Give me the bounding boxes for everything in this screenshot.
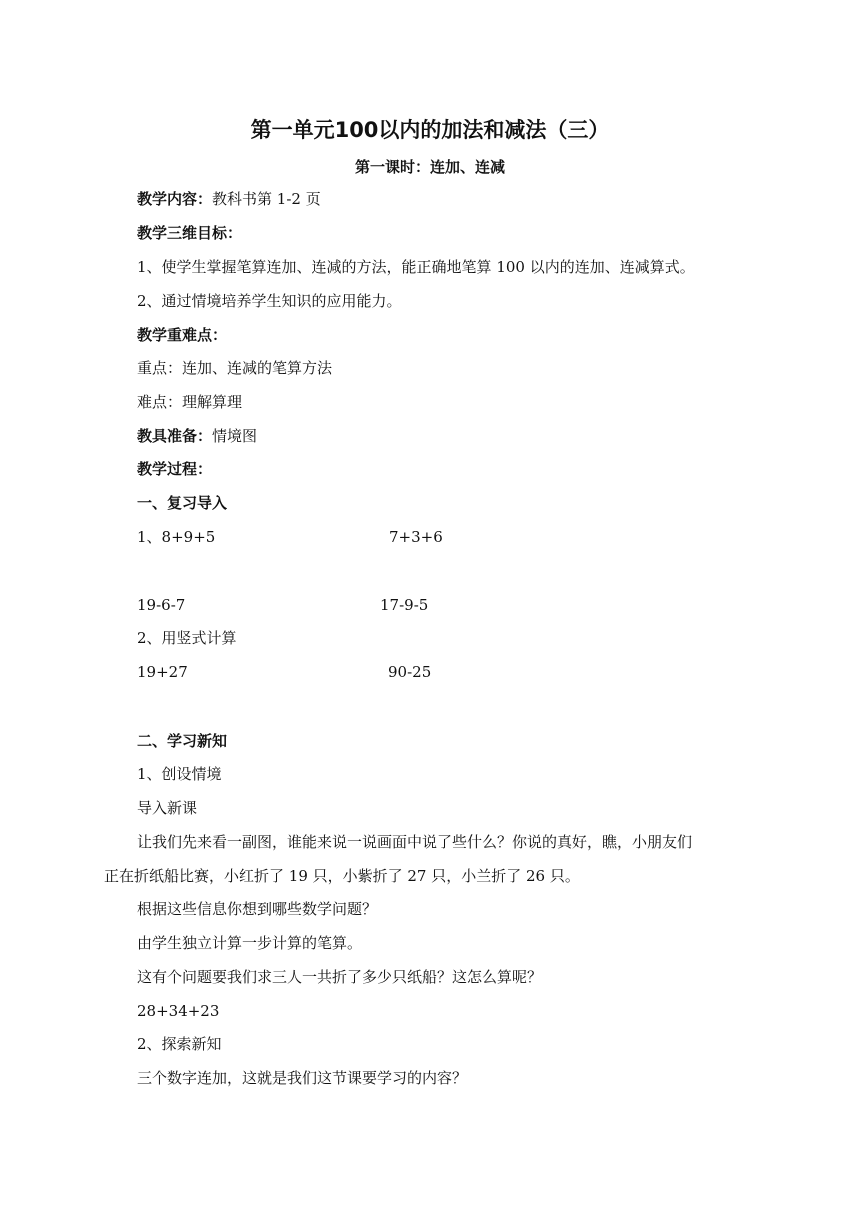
exercise-right: 17-9-5	[380, 596, 429, 614]
expression-line: 28+34+23	[137, 1002, 220, 1020]
paragraph-line: 根据这些信息你想到哪些数学问题？	[137, 900, 378, 918]
section2-item: 1、创设情境	[137, 765, 222, 783]
lesson-subtitle: 第一课时：连加、连减	[354, 158, 505, 176]
exercise-left: 1、8+9+5	[137, 528, 216, 546]
paragraph-line: 让我们先来看一副图，谁能来说一说画面中说了些什么？你说的真好，瞧，小朋友们	[137, 833, 693, 851]
section2-intro: 导入新课	[137, 799, 198, 817]
tools-label: 教具准备：	[137, 427, 213, 445]
section2-heading: 二、学习新知	[137, 732, 228, 750]
tools-line	[137, 426, 257, 446]
paragraph-line: 这有个问题要我们求三人一共折了多少只纸船？这怎么算呢？	[137, 968, 543, 986]
paragraph-line: 正在折纸船比赛，小红折了 19 只，小紫折了 27 只，小兰折了 26 只。	[104, 867, 580, 885]
exercise-right: 7+3+6	[389, 528, 443, 546]
section1-heading: 一、复习导入	[137, 494, 228, 512]
key-points-heading: 教学重难点：	[137, 326, 228, 344]
goal-item: 1、使学生掌握笔算连加、连减的方法，能正确地笔算 100 以内的连加、连减算式。	[137, 258, 695, 276]
key-point-focus: 重点：连加、连减的笔算方法	[137, 359, 333, 377]
goals-heading: 教学三维目标：	[137, 224, 243, 242]
exercise-right: 90-25	[388, 663, 432, 681]
paragraph-line: 由学生独立计算一步计算的笔算。	[137, 934, 363, 952]
content-label: 教学内容：	[137, 190, 213, 208]
content-line	[137, 189, 321, 209]
exercise-left: 19-6-7	[137, 596, 186, 614]
paragraph-line: 三个数字连加，这就是我们这节课要学习的内容？	[137, 1069, 468, 1087]
key-point-difficulty: 难点：理解算理	[137, 393, 243, 411]
vertical-calc-item: 2、用竖式计算	[137, 629, 237, 647]
tools-value: 情境图	[212, 427, 258, 445]
document-title: 第一单元100以内的加法和减法（三）	[250, 118, 610, 142]
exercise-left: 19+27	[137, 663, 188, 681]
process-heading: 教学过程：	[137, 460, 213, 478]
section2-item: 2、探索新知	[137, 1035, 222, 1053]
content-value: 教科书第 1-2 页	[212, 190, 321, 208]
goal-item: 2、通过情境培养学生知识的应用能力。	[137, 292, 402, 310]
